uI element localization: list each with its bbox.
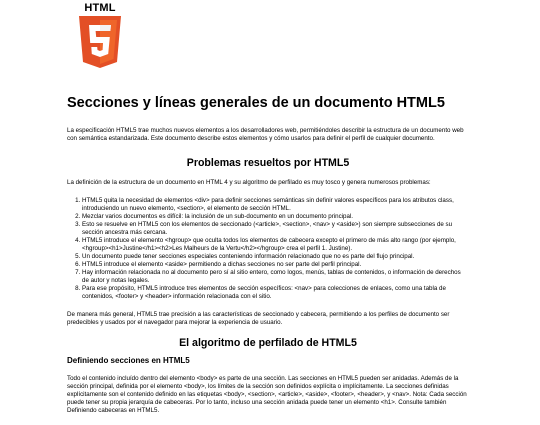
list-item: 5. Un documento puede tener secciones especiales conteniendo información relacionado que no es parte del flujo principal. (82, 253, 469, 261)
list-item: 2. Mezclar varios documentos es difícil: la inclusión de un sub-documento en un documento principal. (82, 213, 469, 221)
subsection-heading-defining-sections: Definiendo secciones en HTML5 (67, 356, 190, 365)
problems-summary-paragraph: De manera más general, HTML5 trae precisión a las características de seccionado y cabecera, permitiendo a los perfiles de documento ser predecibles y usados por el navegador para mejorar la experiencia de usuario. (67, 311, 450, 326)
list-item: 7. Hay información relacionada no al documento pero sí al sitio entero, como logos, menús, tablas de contenidos, o información de derechos de autor y notas legales. (82, 269, 469, 285)
section-heading-algorithm: El algoritmo de perfilado de HTML5 (179, 337, 357, 349)
article-content (67, 94, 469, 425)
page-title: Secciones y líneas generales de un documento HTML5 (67, 95, 445, 111)
list-item: 6. HTML5 introduce el elemento <aside> permitiendo a dichas secciones no ser parte del perfil principal. (82, 261, 469, 269)
list-item: 1. HTML5 quita la necesidad de elementos <div> para definir secciones semánticas sin definir valores específicos para los atributos class, introduciendo un nuevo elemento, <section>, el elemento de sección HTML. (82, 197, 469, 213)
list-item: 3. Esto se resuelve en HTML5 con los elementos de seccionado (<article>, <section>, <nav> y <aside>) son siempre subsecciones de su sección ancestra más cercana. (82, 221, 469, 237)
section-heading-problems: Problemas resueltos por HTML5 (186, 157, 350, 169)
defining-sections-paragraph: Todo el contenido incluído dentro del elemento <body> es parte de una sección. Las secciones en HTML5 pueden ser anidadas. Además de la sección principal, definida por el elemento <body>, los límites de la sección son definidos explícita o implícitamente. La secciones definidas explícitamente son el contenido definido en las etiquetas <body>, <section>, <article>, <aside>, <footer>, <header>, y <nav>. Nota: Cada sección puede tener su propia jerarquía de cabeceras. Por lo tanto, incluso una sección anidada puede tener un elemento <h1>. Consulte también Definiendo cabeceras en HTML5. (67, 375, 467, 414)
html5-logo (77, 2, 122, 72)
intro-paragraph: La especificación HTML5 trae muchos nuevos elementos a los desarrolladores web, permitiéndoles describir la estructura de un documento web con semántica estandarizada. Este documento describe estos elementos y cómo usarlos para definir el perfil de cualquier documento. (67, 127, 464, 142)
problems-lead-paragraph: La definición de la estructura de un documento en HTML 4 y su algoritmo de perfilado es muy tosco y genera numerosos problemas: (67, 179, 431, 186)
html5-logo-text: HTML (84, 2, 116, 14)
list-item: 8. Para ese propósito, HTML5 introduce tres elementos de sección específicos: <nav> para colecciones de enlaces, como una tabla de contenidos, <footer> y <header> información relacionada con el sitio. (82, 285, 469, 301)
list-item: 4. HTML5 introduce el elemento <hgroup> que oculta todos los elementos de cabecera excepto el primero de más alto rango (por ejemplo, <hgroup><h1>Justine</h1><h2>Les Malheurs de la Vertu</h2></hgroup> crea el perfil 1. Justine). (82, 237, 469, 253)
html5-shield-icon (77, 16, 123, 70)
problems-list (67, 197, 469, 301)
